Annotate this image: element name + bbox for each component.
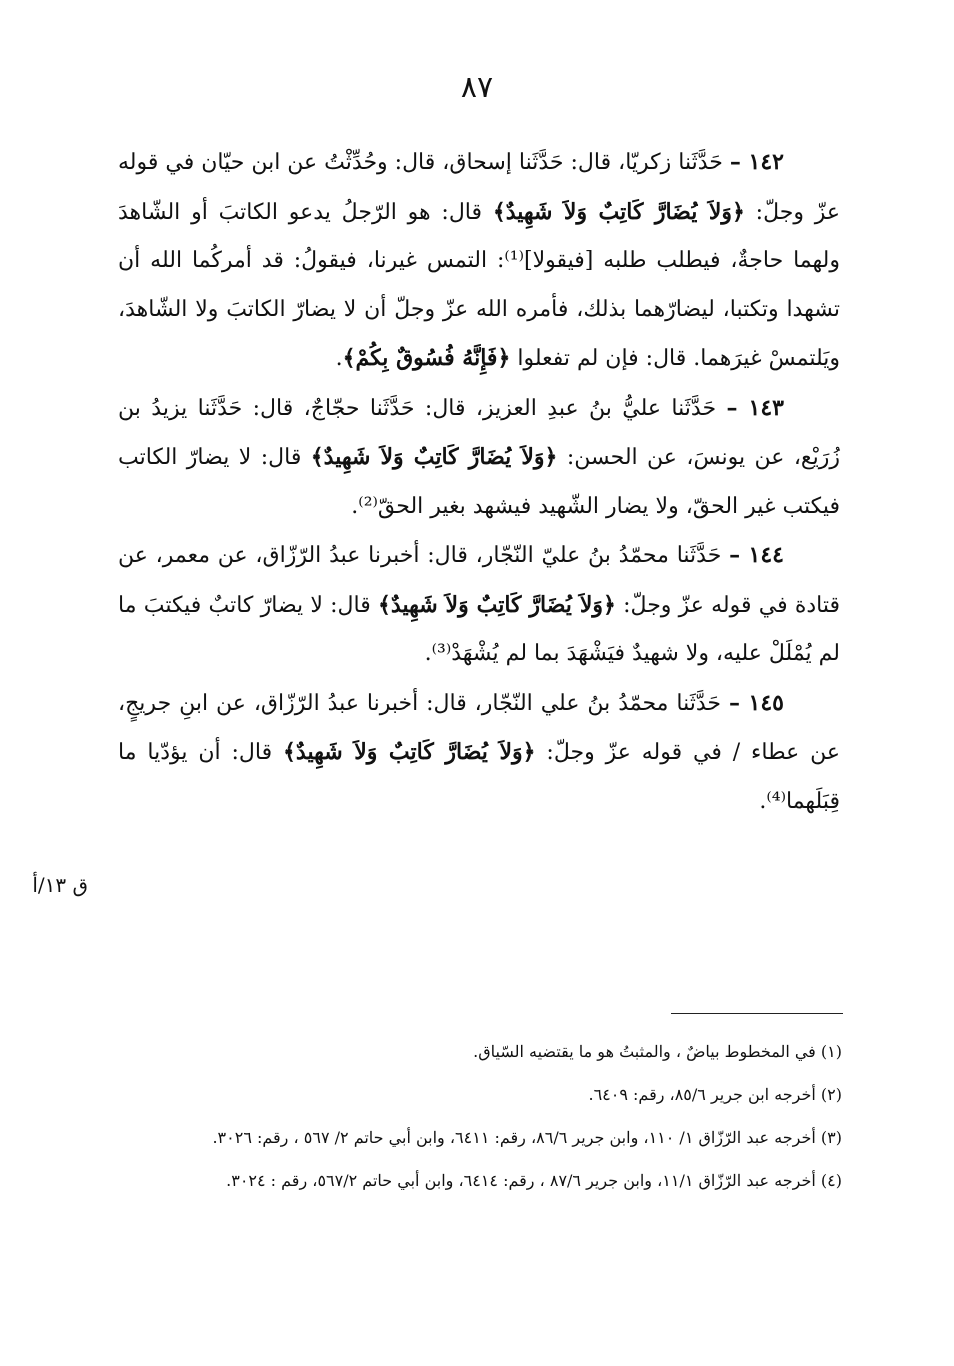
- paragraph-text: قال: لا يضارّ الكاتب فيكتب غير الحقّ، ولا يضار الشّهيد فيشهد بغير الحقّ⁽²⁾.: [118, 445, 840, 519]
- paragraph-text: .: [335, 346, 343, 371]
- footnote-divider: [671, 1013, 843, 1014]
- paragraph-text: قال: لا يضارّ كاتبٌ فيكتبَ ما لم يُمْلَلْ عليه، ولا شهيدٌ فيَشْهَدَ بما لم يُشْهَدْ⁽³⁾.: [118, 592, 840, 666]
- paragraph-142: [118, 138, 840, 384]
- page-number: ٨٧: [460, 70, 494, 105]
- quran-quote: ﴿وَلاَ يُضَارَّ كَاتِبٌ وَلاَ شَهِيدٌ﴾: [310, 444, 558, 470]
- paragraph-text: قال: هو الرّجلُ يدعو الكاتبَ أو الشّاهدَ ولهما حاجةٌ، فيطلب طلبه [فيقولا]⁽¹⁾: التمس غيرنا، فيقولُ: قد أمركُما الله أن تشهدا وتكتبا، ليضارّهما بذلك، فأمره الله عزّ وجلّ أن لا يضارّ الكاتبَ ولا الشّاهدَ، ويَلتمسْ غيرَهما. قال: فإن لم تفعلوا: [118, 199, 840, 371]
- quran-quote: ﴿فَإِنَّهُ فُسُوقٌ بِكُمْ﴾: [342, 345, 511, 371]
- main-text: [118, 138, 840, 826]
- hadith-number: ١٤٥ –: [728, 689, 784, 716]
- quran-quote: ﴿وَلاَ يُضَارَّ كَاتِبٌ وَلاَ شَهِيدٌ﴾: [283, 739, 536, 765]
- manuscript-folio-note: ق ١٣/أ: [32, 873, 88, 897]
- footnote-3: (٣) أخرجه عبد الرّزّاق ١/ ١١٠، وابن جرير ٨٦/٦، رقم: ٦٤١١، وابن أبي حاتم ٢/ ٥٦٧ ، رقم: ٣٠٢٦.: [212, 1128, 842, 1147]
- hadith-number: ١٤٤ –: [729, 542, 784, 568]
- hadith-number: ١٤٢ –: [729, 149, 784, 175]
- footnote-1: (١) في المخطوط بياضٌ ، والمثبتُ هو ما يقتضيه السّياق.: [473, 1042, 842, 1061]
- paragraph-text: حَدَّثَنا محمّدُ بنُ علي النّجّار، قال: أخبرنا عبدُ الرّزّاق، عن ابنِ جريجٍ، عن عطاء / في قوله عزّ وجلّ:: [118, 690, 840, 765]
- footnotes: [118, 1030, 842, 1202]
- paragraph-text: حَدَّثَنا محمّدُ بنُ عليّ النّجّار، قال: أخبرنا عبدُ الرّزّاق، عن معمر، عن قتادة في قوله عزّ وجلّ:: [118, 543, 841, 618]
- paragraph-text: قال: أن يؤدّيا ما قِبَلَهما⁽⁴⁾.: [118, 740, 840, 814]
- paragraph-144: [118, 531, 840, 679]
- paragraph-text: حَدَّثَنا عليُّ بنُ عبدِ العزيز، قال: حَدَّثَنا حجّاجٌ، قال: حَدَّثَنا يزيدُ بن زُرَيْع، عن يونسَ، عن الحسن:: [118, 395, 840, 470]
- paragraph-145: [118, 679, 840, 827]
- quran-quote: ﴿وَلاَ يُضَارَّ كَاتِبٌ وَلاَ شَهِيدٌ﴾: [378, 591, 616, 618]
- quran-quote: ﴿وَلاَ يُضَارَّ كَاتِبٌ وَلاَ شَهِيدٌ﴾: [492, 198, 745, 225]
- hadith-number: ١٤٣ –: [726, 394, 784, 421]
- paragraph-text: حَدَّثَنا زكريّا، قال: حَدَّثَنا إسحاق، قال: وحُدِّثْتُ عن ابن حيّان في قوله عزّ وجلّ:: [118, 150, 840, 225]
- footnote-2: (٢) أخرجه ابن جرير ٨٥/٦، رقم: ٦٤٠٩.: [588, 1085, 842, 1104]
- footnote-4: (٤) أخرجه عبد الرّزّاق ١١/١، وابن جرير ٨٧/٦ ، رقم: ٦٤١٤، وابن أبي حاتم ٥٦٧/٢، رقم : ٣٠٢٤.: [226, 1171, 842, 1190]
- paragraph-143: [118, 384, 840, 532]
